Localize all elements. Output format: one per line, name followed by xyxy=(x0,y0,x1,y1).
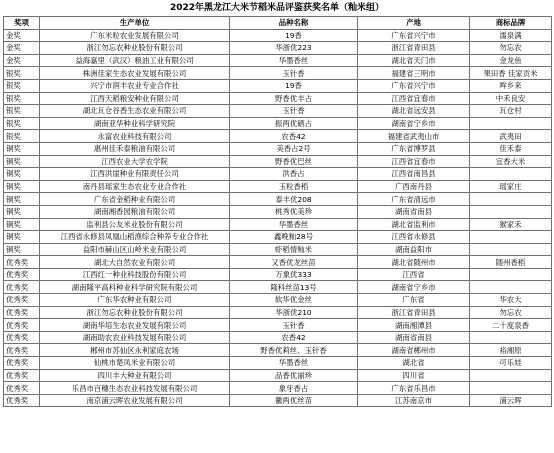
variety-cell: 又香优龙丝苗 xyxy=(230,256,358,269)
table-row xyxy=(4,243,552,256)
table-row xyxy=(4,394,552,407)
award-cell: 优秀奖 xyxy=(4,331,40,344)
producer-cell: 江西洪崖种业有限责任公司 xyxy=(40,168,230,181)
award-cell: 优秀奖 xyxy=(4,394,40,407)
award-cell: 金奖 xyxy=(4,29,40,42)
origin-cell: 浙江省青田县 xyxy=(358,306,470,319)
award-cell: 铜奖 xyxy=(4,142,40,155)
award-cell: 银奖 xyxy=(4,105,40,118)
origin-cell: 江西省宜春市 xyxy=(358,155,470,168)
award-cell: 优秀奖 xyxy=(4,319,40,332)
variety-cell: 农香42 xyxy=(230,130,358,143)
table-row xyxy=(4,117,552,130)
variety-cell: 玉针香 xyxy=(230,319,358,332)
variety-cell: 品香优丽珍 xyxy=(230,369,358,382)
origin-cell: 湖北省监利市 xyxy=(358,218,470,231)
variety-cell: 玉针香 xyxy=(230,105,358,118)
origin-cell: 江西省永修县 xyxy=(358,231,470,244)
producer-cell: 永富农业科技有限公司 xyxy=(40,130,230,143)
award-table xyxy=(3,16,552,407)
award-cell: 优秀奖 xyxy=(4,294,40,307)
table-row xyxy=(4,180,552,193)
origin-cell: 广东省博罗县 xyxy=(358,142,470,155)
brand-cell: 果田香 佳家贡米 xyxy=(470,67,552,80)
producer-cell: 湖北大自然农业有限公司 xyxy=(40,256,230,269)
table-row xyxy=(4,105,552,118)
origin-cell: 广东省兴宁市 xyxy=(358,79,470,92)
origin-cell: 四川省 xyxy=(358,369,470,382)
origin-cell: 湖南益阳市 xyxy=(358,243,470,256)
award-cell: 优秀奖 xyxy=(4,382,40,395)
variety-cell: 华浙优210 xyxy=(230,306,358,319)
award-cell: 优秀奖 xyxy=(4,268,40,281)
origin-cell: 湖南省南县 xyxy=(358,331,470,344)
table-row xyxy=(4,281,552,294)
producer-cell: 益海嘉里（武汉）粮油工业有限公司 xyxy=(40,54,230,67)
variety-cell: 象牙香占 xyxy=(230,382,358,395)
award-cell: 铜奖 xyxy=(4,218,40,231)
producer-cell: 江西农业大学农学院 xyxy=(40,155,230,168)
award-cell: 铜奖 xyxy=(4,193,40,206)
origin-cell: 湖北省 xyxy=(358,357,470,370)
variety-cell: 泰丰优208 xyxy=(230,193,358,206)
variety-cell: 华墨香丝 xyxy=(230,218,358,231)
table-row xyxy=(4,357,552,370)
table-row xyxy=(4,231,552,244)
brand-cell xyxy=(470,281,552,294)
table-row xyxy=(4,29,552,42)
brand-cell: 二十度泉香 xyxy=(470,319,552,332)
brand-cell: 猴家禾 xyxy=(470,218,552,231)
table-row xyxy=(4,268,552,281)
award-cell: 优秀奖 xyxy=(4,306,40,319)
origin-cell: 湖南湘潭县 xyxy=(358,319,470,332)
brand-cell: 瓦仓村 xyxy=(470,105,552,118)
brand-cell xyxy=(470,369,552,382)
variety-cell: 美香占2号 xyxy=(230,142,358,155)
award-cell: 铜奖 xyxy=(4,243,40,256)
award-cell: 优秀奖 xyxy=(4,344,40,357)
award-cell: 银奖 xyxy=(4,67,40,80)
brand-cell xyxy=(470,117,552,130)
header-variety: 品种名称 xyxy=(230,17,358,30)
variety-cell: 隆科丝苗13号 xyxy=(230,281,358,294)
producer-cell: 四川丰大种业有限公司 xyxy=(40,369,230,382)
producer-cell: 广东米粒农业发展有限公司 xyxy=(40,29,230,42)
table-row xyxy=(4,54,552,67)
producer-cell: 湖南助农农业科技发展有限公司 xyxy=(40,331,230,344)
producer-cell: 湖南亚华种业科学研究院 xyxy=(40,117,230,130)
brand-cell: 华农大 xyxy=(470,294,552,307)
producer-cell: 仙桃市楚凤米业有限公司 xyxy=(40,357,230,370)
award-cell: 银奖 xyxy=(4,130,40,143)
origin-cell: 广东省乐昌市 xyxy=(358,382,470,395)
brand-cell: 金龙鱼 xyxy=(470,54,552,67)
table-row xyxy=(4,331,552,344)
header-producer: 生产单位 xyxy=(40,17,230,30)
brand-cell: 中禾良安 xyxy=(470,92,552,105)
variety-cell: 玉粒香稻 xyxy=(230,180,358,193)
producer-cell: 株洲佳家生态农业发展有限公司 xyxy=(40,67,230,80)
header-origin: 产地 xyxy=(358,17,470,30)
brand-cell: 浦云晖 xyxy=(470,394,552,407)
table-row xyxy=(4,193,552,206)
award-cell: 优秀奖 xyxy=(4,281,40,294)
origin-cell: 广东省 xyxy=(358,294,470,307)
brand-cell: 勿忘农 xyxy=(470,306,552,319)
document-title: 2022年黑龙江大米节稻米品评鉴获奖名单（籼米组） xyxy=(169,3,385,13)
brand-cell xyxy=(470,168,552,181)
award-cell: 优秀奖 xyxy=(4,357,40,370)
award-cell: 铜奖 xyxy=(4,155,40,168)
brand-cell xyxy=(470,331,552,344)
variety-cell: 黴两优丝苗 xyxy=(230,394,358,407)
origin-cell: 江西省 xyxy=(358,268,470,281)
table-row xyxy=(4,79,552,92)
award-cell: 金奖 xyxy=(4,54,40,67)
origin-cell: 福建省武夷山市 xyxy=(358,130,470,143)
origin-cell: 广东省清远市 xyxy=(358,193,470,206)
brand-cell: 随州香稻 xyxy=(470,256,552,269)
variety-cell: 野香优巴丝 xyxy=(230,155,358,168)
producer-cell: 湖南隆平高科种业科学研究院有限公司 xyxy=(40,281,230,294)
table-row xyxy=(4,92,552,105)
producer-cell: 郴州市苏仙区永利家庭农场 xyxy=(40,344,230,357)
producer-cell: 南丹县瑶家生态农业专业合作社 xyxy=(40,180,230,193)
award-cell: 银奖 xyxy=(4,79,40,92)
origin-cell: 浙江省青田县 xyxy=(358,42,470,55)
origin-cell: 湖南省宁乡市 xyxy=(358,117,470,130)
table-row xyxy=(4,369,552,382)
producer-cell: 江西省永修县凤凰山稻渔综合种养专业合作社 xyxy=(40,231,230,244)
brand-cell xyxy=(470,205,552,218)
brand-cell: 宜香大米 xyxy=(470,155,552,168)
brand-cell: 瑶家庄 xyxy=(470,180,552,193)
origin-cell: 江西省宜春市 xyxy=(358,92,470,105)
producer-cell: 乐昌市百穗生态农业科技发展有限公司 xyxy=(40,382,230,395)
award-cell: 铜奖 xyxy=(4,231,40,244)
origin-cell: 湖北省远安县 xyxy=(358,105,470,118)
variety-cell: 振两优硒占 xyxy=(230,117,358,130)
award-cell: 优秀奖 xyxy=(4,369,40,382)
brand-cell: 勿忘农 xyxy=(470,42,552,55)
table-row xyxy=(4,382,552,395)
origin-cell: 湖南省郴州市 xyxy=(358,344,470,357)
origin-cell: 福建省三明市 xyxy=(358,67,470,80)
variety-cell: 鑫晚籼28号 xyxy=(230,231,358,244)
variety-cell: 19香 xyxy=(230,79,358,92)
table-row xyxy=(4,142,552,155)
table-header-row xyxy=(4,17,552,30)
brand-cell: 裕湘原 xyxy=(470,344,552,357)
variety-cell: 洪香占 xyxy=(230,168,358,181)
producer-cell: 监利县公友米业股份有限公司 xyxy=(40,218,230,231)
producer-cell: 浙江勿忘农种业股份有限公司 xyxy=(40,42,230,55)
table-row xyxy=(4,130,552,143)
variety-cell: 软华优金丝 xyxy=(230,294,358,307)
award-cell: 铜奖 xyxy=(4,180,40,193)
table-body xyxy=(4,29,552,407)
variety-cell: 华浙优223 xyxy=(230,42,358,55)
producer-cell: 湖南华培生态农业发展有限公司 xyxy=(40,319,230,332)
producer-cell: 益阳市赫山区山岭米业有限公司 xyxy=(40,243,230,256)
brand-cell xyxy=(470,231,552,244)
brand-cell: 可乐娃 xyxy=(470,357,552,370)
brand-cell xyxy=(470,382,552,395)
table-row xyxy=(4,67,552,80)
table-row xyxy=(4,168,552,181)
variety-cell: 万象优333 xyxy=(230,268,358,281)
variety-cell: 虾稻情籼米 xyxy=(230,243,358,256)
table-row xyxy=(4,155,552,168)
brand-cell: 佳禾泰 xyxy=(470,142,552,155)
header-brand: 商标品牌 xyxy=(470,17,552,30)
variety-cell: 华墨香丝 xyxy=(230,357,358,370)
variety-cell: 玉针香 xyxy=(230,67,358,80)
origin-cell: 湖北省随州市 xyxy=(358,256,470,269)
award-cell: 优秀奖 xyxy=(4,256,40,269)
award-cell: 金奖 xyxy=(4,42,40,55)
table-row xyxy=(4,319,552,332)
variety-cell: 华墨香丝 xyxy=(230,54,358,67)
variety-cell: 农香42 xyxy=(230,331,358,344)
award-cell: 银奖 xyxy=(4,117,40,130)
producer-cell: 湖北瓦仓谷香生态农业有限公司 xyxy=(40,105,230,118)
table-row xyxy=(4,256,552,269)
origin-cell: 广东省兴宁市 xyxy=(358,29,470,42)
producer-cell: 江西红一种业科技股份有限公司 xyxy=(40,268,230,281)
award-cell: 铜奖 xyxy=(4,205,40,218)
brand-cell xyxy=(470,193,552,206)
origin-cell: 湖南省南县 xyxy=(358,205,470,218)
brand-cell: 濡泉满 xyxy=(470,29,552,42)
origin-cell: 江西省南昌县 xyxy=(358,168,470,181)
variety-cell: 野香优莉丝、玉针香 xyxy=(230,344,358,357)
table-row xyxy=(4,344,552,357)
table-row xyxy=(4,205,552,218)
producer-cell: 兴宁市润丰农业专业合作社 xyxy=(40,79,230,92)
variety-cell: 野香优丰占 xyxy=(230,92,358,105)
variety-cell: 19香 xyxy=(230,29,358,42)
brand-cell: 哞乡来 xyxy=(470,79,552,92)
origin-cell: 湖南省宁乡市 xyxy=(358,281,470,294)
award-cell: 铜奖 xyxy=(4,168,40,181)
award-cell: 银奖 xyxy=(4,92,40,105)
producer-cell: 江西天稻粮安种业有限公司 xyxy=(40,92,230,105)
producer-cell: 惠州佳禾泰粮油有限公司 xyxy=(40,142,230,155)
producer-cell: 广东省金稻种业有限公司 xyxy=(40,193,230,206)
table-row xyxy=(4,294,552,307)
variety-cell: 桃秀优美珍 xyxy=(230,205,358,218)
origin-cell: 江苏南京市 xyxy=(358,394,470,407)
origin-cell: 广西南丹县 xyxy=(358,180,470,193)
brand-cell xyxy=(470,243,552,256)
table-row xyxy=(4,218,552,231)
producer-cell: 广东华农种业有限公司 xyxy=(40,294,230,307)
header-award: 奖项 xyxy=(4,17,40,30)
origin-cell: 湖北省天门市 xyxy=(358,54,470,67)
brand-cell: 武夷田 xyxy=(470,130,552,143)
producer-cell: 浙江勿忘农种业股份有限公司 xyxy=(40,306,230,319)
producer-cell: 湖南湘香园粮油有限公司 xyxy=(40,205,230,218)
table-row xyxy=(4,42,552,55)
producer-cell: 南京浦云晖农业发展有限公司 xyxy=(40,394,230,407)
brand-cell xyxy=(470,268,552,281)
table-row xyxy=(4,306,552,319)
